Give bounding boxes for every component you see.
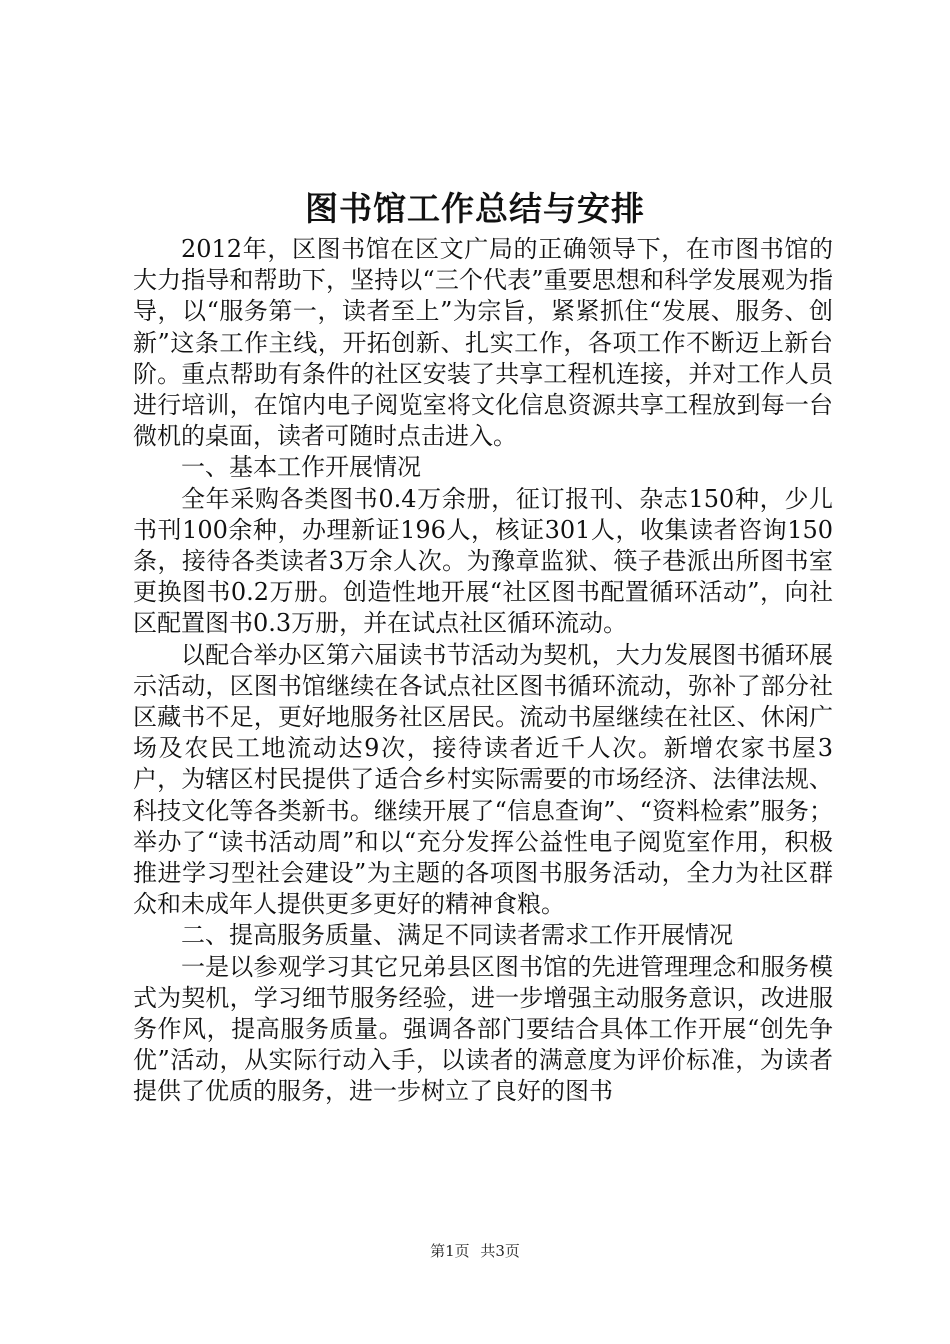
section-heading-service-quality: 二、提高服务质量、满足不同读者需求工作开展情况 (181, 921, 733, 950)
paragraph-basic-work: 全年采购各类图书0.4万余册，征订报刊、杂志150种，少儿书刊100余种，办理新证196人，核证301人，收集读者咨询150条，接待各类读者3万余人次。为豫章监狱、筷子巷派出所图书室更换图书0.2万册。创造性地开展“社区图书配置循环活动”，向社区配置图书0.3万册，并在试点社区循环流动。 (133, 484, 833, 638)
page-footer (0, 1241, 950, 1261)
paragraph-intro: 2012年，区图书馆在区文广局的正确领导下，在市图书馆的大力指导和帮助下，坚持以“三个代表”重要思想和科学发展观为指导，以“服务第一，读者至上”为宗旨，紧紧抓住“发展、服务、创新”这条工作主线，开拓创新、扎实工作，各项工作不断迈上新台阶。重点帮助有条件的社区安装了共享工程机连接，并对工作人员进行培训，在馆内电子阅览室将文化信息资源共享工程放到每一台微机的桌面，读者可随时点击进入。 (133, 235, 833, 451)
document-title: 图书馆工作总结与安排 (305, 189, 645, 228)
paragraph-service-quality: 一是以参观学习其它兄弟县区图书馆的先进管理理念和服务模式为契机，学习细节服务经验，进一步增强主动服务意识，改进服务作风，提高服务质量。强调各部门要结合具体工作开展“创先争优”活动，从实际行动入手，以读者的满意度为评价标准，为读者提供了优质的服务，进一步树立了良好的图书 (133, 952, 833, 1106)
page-total: 共3页 (480, 1242, 520, 1260)
section-heading-basic-work: 一、基本工作开展情况 (181, 453, 421, 482)
page-number: 第1页 (430, 1242, 470, 1260)
document-body (133, 234, 833, 1108)
paragraph-reading-festival: 以配合举办区第六届读书节活动为契机，大力发展图书循环展示活动，区图书馆继续在各试点社区图书循环流动，弥补了部分社区藏书不足，更好地服务社区居民。流动书屋继续在社区、休闲广场及农民工地流动达9次，接待读者近千人次。新增农家书屋3户，为辖区村民提供了适合乡村实际需要的市场经济、法律法规、科技文化等各类新书。继续开展了“信息查询”、“资料检索”服务；举办了“读书活动周”和以“充分发挥公益性电子阅览室作用，积极推进学习型社会建设”为主题的各项图书服务活动，全力为社区群众和未成年人提供更多更好的精神食粮。 (133, 640, 833, 919)
